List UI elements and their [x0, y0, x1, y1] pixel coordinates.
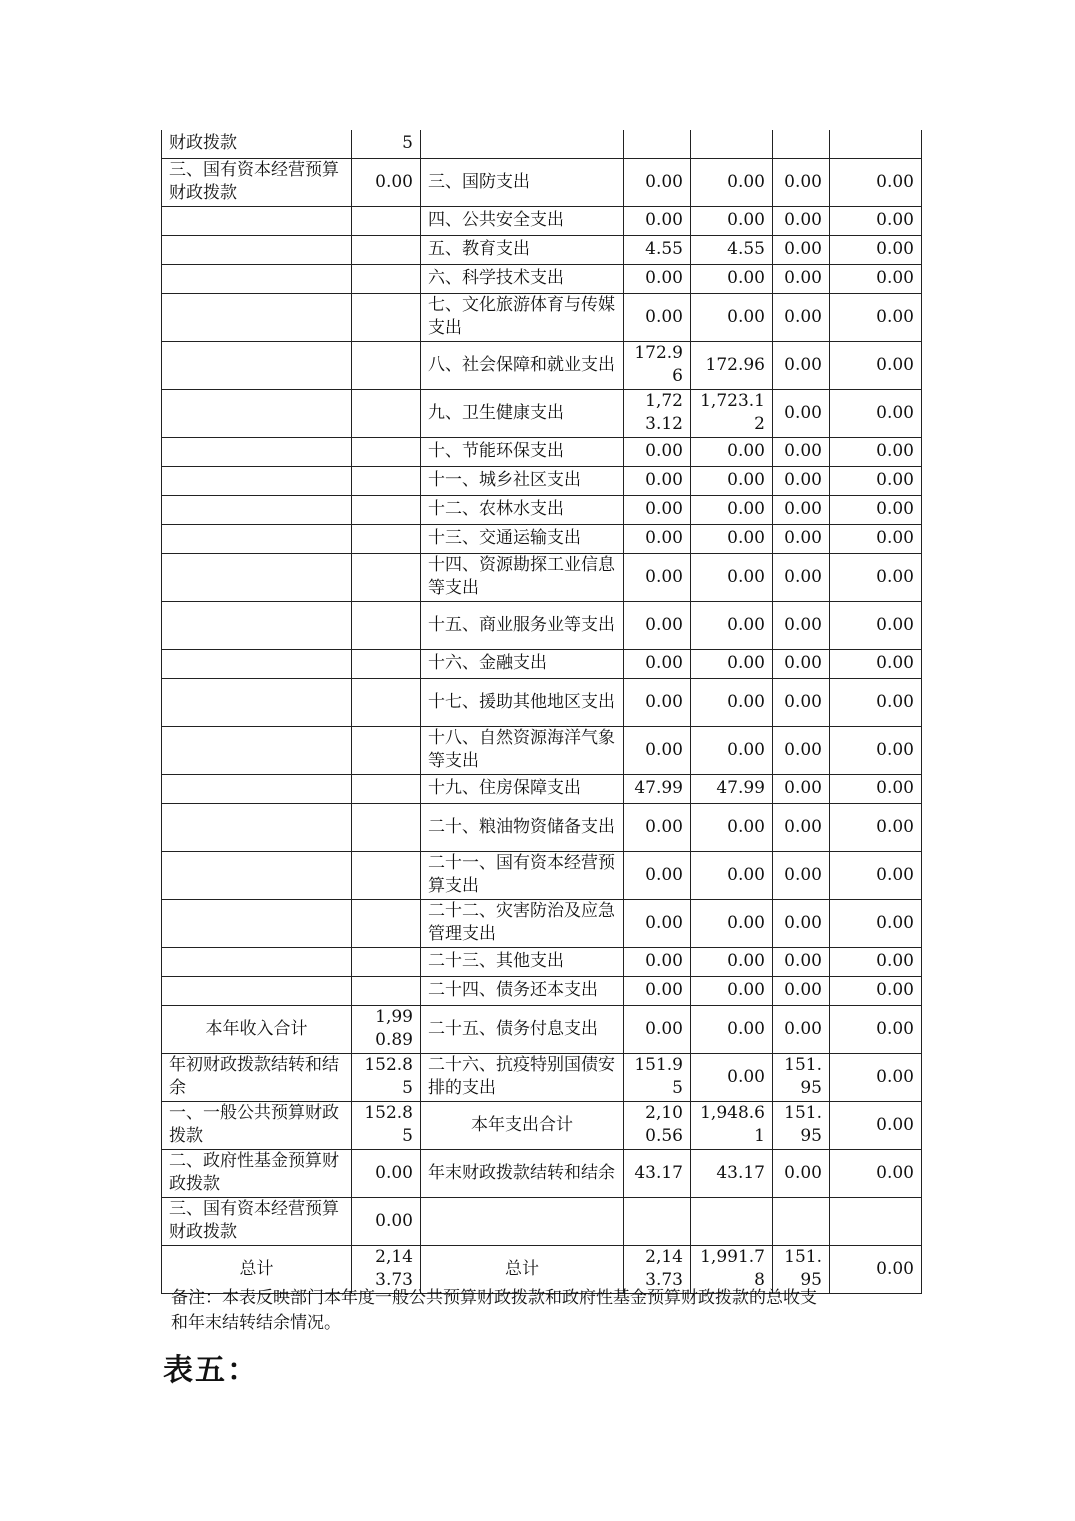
table-row [162, 130, 922, 158]
expense-general-budget: 0.00 [691, 293, 773, 341]
expense-general-budget: 43.17 [691, 1149, 773, 1197]
expense-item: 本年支出合计 [421, 1101, 624, 1149]
income-amount: 2,143.73 [352, 1245, 421, 1293]
income-item: 年初财政拨款结转和结余 [162, 1053, 352, 1101]
expense-total: 0.00 [624, 466, 691, 495]
expense-item: 三、国防支出 [421, 158, 624, 206]
income-amount [352, 466, 421, 495]
table-row [162, 976, 922, 1005]
income-item [162, 678, 352, 726]
table-row [162, 1149, 922, 1197]
expense-capital-budget: 0.00 [830, 899, 922, 947]
expense-item: 二十一、国有资本经营预算支出 [421, 851, 624, 899]
expense-general-budget: 1,723.12 [691, 389, 773, 437]
expense-total: 0.00 [624, 601, 691, 649]
expense-fund-budget: 151.95 [773, 1101, 830, 1149]
expense-item: 十五、商业服务业等支出 [421, 601, 624, 649]
expense-total: 2,100.56 [624, 1101, 691, 1149]
income-item: 三、国有资本经营预算财政拨款 [162, 158, 352, 206]
expense-fund-budget [773, 1197, 830, 1245]
table-row [162, 774, 922, 803]
expense-general-budget: 0.00 [691, 601, 773, 649]
income-amount [352, 235, 421, 264]
income-item: 本年收入合计 [162, 1005, 352, 1053]
expense-fund-budget: 0.00 [773, 158, 830, 206]
expense-fund-budget: 0.00 [773, 1005, 830, 1053]
expense-capital-budget: 0.00 [830, 1053, 922, 1101]
expense-fund-budget: 0.00 [773, 976, 830, 1005]
expense-item: 四、公共安全支出 [421, 206, 624, 235]
expense-general-budget: 0.00 [691, 803, 773, 851]
income-amount: 152.85 [352, 1101, 421, 1149]
income-item [162, 495, 352, 524]
income-item [162, 293, 352, 341]
expense-total: 0.00 [624, 803, 691, 851]
table-row [162, 389, 922, 437]
income-amount [352, 678, 421, 726]
expense-capital-budget: 0.00 [830, 466, 922, 495]
expense-fund-budget: 0.00 [773, 524, 830, 553]
expense-item: 十四、资源勘探工业信息等支出 [421, 553, 624, 601]
income-item: 一、一般公共预算财政拨款 [162, 1101, 352, 1149]
table-row [162, 649, 922, 678]
expense-fund-budget: 0.00 [773, 774, 830, 803]
table-row [162, 726, 922, 774]
table-row [162, 1005, 922, 1053]
expense-item: 十七、援助其他地区支出 [421, 678, 624, 726]
expense-general-budget: 0.00 [691, 976, 773, 1005]
expense-total: 0.00 [624, 264, 691, 293]
table-row [162, 341, 922, 389]
income-item: 财政拨款 [162, 130, 352, 158]
income-amount: 152.85 [352, 1053, 421, 1101]
expense-capital-budget: 0.00 [830, 1005, 922, 1053]
next-table-heading: 表五： [163, 1353, 259, 1388]
income-amount: 5 [352, 130, 421, 158]
income-amount [352, 601, 421, 649]
expense-capital-budget: 0.00 [830, 553, 922, 601]
expense-total: 0.00 [624, 158, 691, 206]
income-item [162, 553, 352, 601]
expense-total: 0.00 [624, 437, 691, 466]
expense-item: 年末财政拨款结转和结余 [421, 1149, 624, 1197]
expense-total [624, 1197, 691, 1245]
expense-general-budget [691, 1197, 773, 1245]
expense-fund-budget: 0.00 [773, 803, 830, 851]
table-footnote: 备注：本表反映部门本年度一般公共预算财政拨款和政府性基金预算财政拨款的总收支和年末结转结余情况。 [171, 1288, 817, 1333]
income-amount [352, 495, 421, 524]
expense-general-budget: 172.96 [691, 341, 773, 389]
expense-fund-budget: 0.00 [773, 466, 830, 495]
expense-capital-budget: 0.00 [830, 437, 922, 466]
expense-capital-budget: 0.00 [830, 601, 922, 649]
income-amount [352, 341, 421, 389]
expense-item: 十一、城乡社区支出 [421, 466, 624, 495]
expense-total: 4.55 [624, 235, 691, 264]
expense-fund-budget: 0.00 [773, 1149, 830, 1197]
table-row [162, 851, 922, 899]
expense-capital-budget: 0.00 [830, 264, 922, 293]
table-row [162, 803, 922, 851]
expense-fund-budget: 0.00 [773, 947, 830, 976]
expense-total: 0.00 [624, 726, 691, 774]
expense-item: 八、社会保障和就业支出 [421, 341, 624, 389]
expense-general-budget: 0.00 [691, 524, 773, 553]
table-row [162, 678, 922, 726]
expense-total: 151.95 [624, 1053, 691, 1101]
table-row [162, 1197, 922, 1245]
expense-item: 总计 [421, 1245, 624, 1293]
fiscal-appropriation-table [161, 130, 922, 1294]
expense-capital-budget: 0.00 [830, 1245, 922, 1293]
expense-general-budget: 0.00 [691, 851, 773, 899]
income-amount: 1,990.89 [352, 1005, 421, 1053]
expense-item: 二十四、债务还本支出 [421, 976, 624, 1005]
table-row [162, 524, 922, 553]
income-item [162, 524, 352, 553]
income-amount [352, 437, 421, 466]
income-amount [352, 899, 421, 947]
expense-item: 十六、金融支出 [421, 649, 624, 678]
expense-fund-budget: 0.00 [773, 235, 830, 264]
expense-general-budget: 0.00 [691, 726, 773, 774]
table-body [162, 130, 922, 1293]
expense-item: 二十、粮油物资储备支出 [421, 803, 624, 851]
expense-general-budget: 0.00 [691, 466, 773, 495]
expense-fund-budget: 0.00 [773, 649, 830, 678]
table-row [162, 293, 922, 341]
expense-item: 十、节能环保支出 [421, 437, 624, 466]
expense-general-budget: 0.00 [691, 437, 773, 466]
income-item [162, 899, 352, 947]
expense-fund-budget: 0.00 [773, 553, 830, 601]
expense-fund-budget: 151.95 [773, 1053, 830, 1101]
income-item: 三、国有资本经营预算财政拨款 [162, 1197, 352, 1245]
expense-general-budget: 0.00 [691, 206, 773, 235]
expense-capital-budget: 0.00 [830, 293, 922, 341]
expense-total: 0.00 [624, 851, 691, 899]
expense-fund-budget [773, 130, 830, 158]
income-amount [352, 206, 421, 235]
income-amount [352, 524, 421, 553]
expense-total: 0.00 [624, 293, 691, 341]
income-amount [352, 264, 421, 293]
table-row [162, 1101, 922, 1149]
expense-fund-budget: 0.00 [773, 437, 830, 466]
income-amount [352, 649, 421, 678]
expense-capital-budget: 0.00 [830, 495, 922, 524]
expense-capital-budget [830, 130, 922, 158]
expense-general-budget: 1,948.61 [691, 1101, 773, 1149]
table-row [162, 601, 922, 649]
expense-total: 2,143.73 [624, 1245, 691, 1293]
expense-general-budget: 0.00 [691, 158, 773, 206]
expense-total: 0.00 [624, 553, 691, 601]
expense-fund-budget: 0.00 [773, 726, 830, 774]
income-item [162, 851, 352, 899]
income-item [162, 649, 352, 678]
expense-capital-budget: 0.00 [830, 851, 922, 899]
expense-total: 172.96 [624, 341, 691, 389]
expense-fund-budget: 151.95 [773, 1245, 830, 1293]
expense-capital-budget: 0.00 [830, 774, 922, 803]
income-item [162, 341, 352, 389]
table-row [162, 437, 922, 466]
expense-item: 二十三、其他支出 [421, 947, 624, 976]
expense-capital-budget: 0.00 [830, 947, 922, 976]
expense-item: 十二、农林水支出 [421, 495, 624, 524]
table-row [162, 899, 922, 947]
income-amount [352, 389, 421, 437]
expense-capital-budget: 0.00 [830, 976, 922, 1005]
table-row [162, 264, 922, 293]
table-row [162, 495, 922, 524]
table-row [162, 553, 922, 601]
expense-fund-budget: 0.00 [773, 851, 830, 899]
expense-capital-budget: 0.00 [830, 726, 922, 774]
expense-general-budget: 0.00 [691, 1005, 773, 1053]
income-item: 二、政府性基金预算财政拨款 [162, 1149, 352, 1197]
expense-item: 六、科学技术支出 [421, 264, 624, 293]
income-amount: 0.00 [352, 158, 421, 206]
expense-general-budget: 0.00 [691, 899, 773, 947]
table-row [162, 158, 922, 206]
income-amount [352, 774, 421, 803]
income-item [162, 264, 352, 293]
income-item: 总计 [162, 1245, 352, 1293]
expense-general-budget: 4.55 [691, 235, 773, 264]
expense-total: 0.00 [624, 649, 691, 678]
expense-general-budget: 0.00 [691, 495, 773, 524]
expense-fund-budget: 0.00 [773, 264, 830, 293]
expense-item: 五、教育支出 [421, 235, 624, 264]
expense-capital-budget: 0.00 [830, 1149, 922, 1197]
expense-item [421, 1197, 624, 1245]
expense-fund-budget: 0.00 [773, 899, 830, 947]
table-row [162, 1053, 922, 1101]
income-amount [352, 947, 421, 976]
expense-capital-budget: 0.00 [830, 158, 922, 206]
expense-item: 二十五、债务付息支出 [421, 1005, 624, 1053]
expense-general-budget: 0.00 [691, 678, 773, 726]
table-row [162, 947, 922, 976]
expense-capital-budget: 0.00 [830, 235, 922, 264]
income-amount: 0.00 [352, 1149, 421, 1197]
expense-item: 十八、自然资源海洋气象等支出 [421, 726, 624, 774]
income-amount [352, 553, 421, 601]
expense-item: 二十二、灾害防治及应急管理支出 [421, 899, 624, 947]
income-amount: 0.00 [352, 1197, 421, 1245]
expense-total: 47.99 [624, 774, 691, 803]
expense-total: 0.00 [624, 206, 691, 235]
expense-item: 十三、交通运输支出 [421, 524, 624, 553]
expense-capital-budget: 0.00 [830, 803, 922, 851]
expense-item: 九、卫生健康支出 [421, 389, 624, 437]
expense-item: 七、文化旅游体育与传媒支出 [421, 293, 624, 341]
income-item [162, 206, 352, 235]
expense-total: 0.00 [624, 947, 691, 976]
expense-total: 0.00 [624, 976, 691, 1005]
expense-fund-budget: 0.00 [773, 678, 830, 726]
income-amount [352, 726, 421, 774]
expense-capital-budget: 0.00 [830, 341, 922, 389]
expense-fund-budget: 0.00 [773, 495, 830, 524]
income-amount [352, 976, 421, 1005]
table-row [162, 466, 922, 495]
income-item [162, 601, 352, 649]
income-item [162, 803, 352, 851]
income-item [162, 235, 352, 264]
income-amount [352, 293, 421, 341]
expense-total: 0.00 [624, 524, 691, 553]
expense-total: 0.00 [624, 495, 691, 524]
table-row [162, 235, 922, 264]
income-item [162, 726, 352, 774]
expense-fund-budget: 0.00 [773, 389, 830, 437]
expense-general-budget: 0.00 [691, 649, 773, 678]
expense-capital-budget [830, 1197, 922, 1245]
income-item [162, 466, 352, 495]
expense-item: 十九、住房保障支出 [421, 774, 624, 803]
expense-general-budget: 0.00 [691, 264, 773, 293]
expense-capital-budget: 0.00 [830, 389, 922, 437]
expense-fund-budget: 0.00 [773, 293, 830, 341]
income-item [162, 389, 352, 437]
expense-item [421, 130, 624, 158]
expense-capital-budget: 0.00 [830, 678, 922, 726]
expense-general-budget: 1,991.78 [691, 1245, 773, 1293]
income-amount [352, 851, 421, 899]
expense-fund-budget: 0.00 [773, 341, 830, 389]
expense-total: 0.00 [624, 678, 691, 726]
expense-capital-budget: 0.00 [830, 649, 922, 678]
expense-fund-budget: 0.00 [773, 206, 830, 235]
expense-total: 1,723.12 [624, 389, 691, 437]
expense-total: 0.00 [624, 899, 691, 947]
expense-capital-budget: 0.00 [830, 1101, 922, 1149]
expense-capital-budget: 0.00 [830, 524, 922, 553]
expense-general-budget [691, 130, 773, 158]
income-item [162, 976, 352, 1005]
income-amount [352, 803, 421, 851]
expense-general-budget: 0.00 [691, 553, 773, 601]
expense-total: 0.00 [624, 1005, 691, 1053]
income-item [162, 437, 352, 466]
expense-total [624, 130, 691, 158]
income-item [162, 774, 352, 803]
table-row [162, 206, 922, 235]
expense-general-budget: 47.99 [691, 774, 773, 803]
expense-general-budget: 0.00 [691, 1053, 773, 1101]
expense-total: 43.17 [624, 1149, 691, 1197]
expense-general-budget: 0.00 [691, 947, 773, 976]
income-item [162, 947, 352, 976]
expense-item: 二十六、抗疫特别国债安排的支出 [421, 1053, 624, 1101]
expense-fund-budget: 0.00 [773, 601, 830, 649]
expense-capital-budget: 0.00 [830, 206, 922, 235]
